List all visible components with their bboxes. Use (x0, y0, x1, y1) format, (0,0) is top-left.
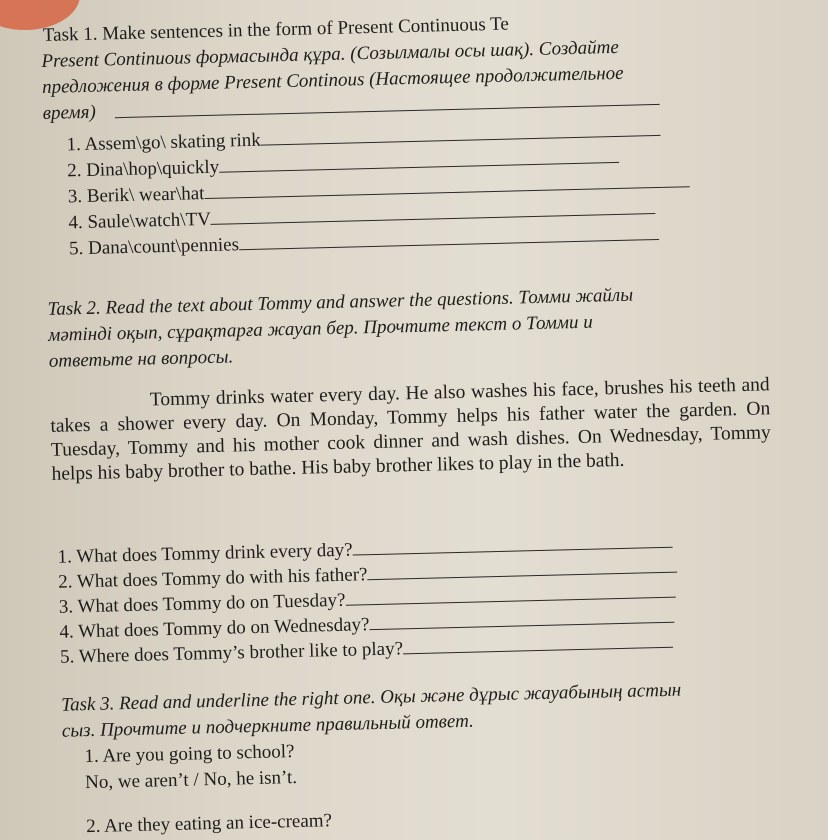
task1-line2: Present Continuous формасында құра. (Созылмалы осы шақ). Создайте (41, 36, 620, 73)
task2-question-2: 2. What does Tommy do with his father? (58, 557, 678, 594)
task2-question-1: 1. What does Tommy drink every day? (57, 532, 672, 569)
answer-line (403, 646, 673, 655)
task2-line2: мәтінді оқып, сұрақтарға жауап бер. Прочтите текст о Томми и (47, 311, 594, 346)
task2-heading: Task 2. Read the text about Tommy and answer the questions. Томми жайлы (47, 284, 634, 320)
task3-line2: сыз. Прочтите и подчеркните правильный ответ. (61, 710, 475, 742)
task2-paragraph: Tommy drinks water every day. He also washes his face, brushes his teeth and takes a shower every day. On Monday, Tommy helps his father water the garden. On Tuesday, Tommy and his mother cook dinner and wash dishes. On Wednesday, Tommy helps his baby brother to bathe. His baby brother likes to play in the bath. (50, 374, 772, 485)
task1-heading: Task 1. Make sentences in the form of Present Continuous Te (42, 13, 510, 46)
answer-line (346, 596, 676, 606)
task3-heading: Task 3. Read and underline the right one. Оқы және дұрыс жауабының астын (60, 679, 682, 716)
answer-line (219, 161, 619, 173)
answer-line (368, 571, 678, 581)
answer-line (353, 546, 673, 556)
task3-answer-1: No, we aren’t / No, he isn’t. (84, 766, 298, 794)
task1-item-4: 4. Saule\watch\TV (68, 198, 656, 234)
task3-question-1: 1. Are you going to school? (84, 741, 295, 768)
task2-question-4: 4. What does Tommy do on Wednesday? (59, 607, 674, 644)
task1-item-3: 3. Berik\ wear\hat (68, 171, 690, 208)
answer-line (115, 104, 660, 118)
answer-line (370, 621, 675, 630)
task1-item-1: 1. Assem\go\ skating rink (66, 120, 661, 157)
task2-question-3: 3. What does Tommy do on Tuesday? (59, 582, 676, 619)
answer-line (211, 212, 656, 225)
task3-question-2: 2. Are they eating an ice-cream? (85, 810, 333, 838)
task1-item-2: 2. Dina\hop\quickly (67, 147, 619, 182)
answer-line (261, 134, 661, 146)
task2-line3: ответьте на вопросы. (48, 346, 234, 372)
answer-line (205, 185, 690, 199)
task1-line3: предложения в форме Present Continous (Настоящее продолжительное (41, 62, 624, 98)
answer-line (239, 238, 659, 250)
task1-item-5: 5. Dana\count\pennies (69, 224, 659, 260)
task2-question-5: 5. Where does Tommy’s brother like to play? (60, 632, 673, 669)
task1-line4: время) (42, 101, 97, 124)
